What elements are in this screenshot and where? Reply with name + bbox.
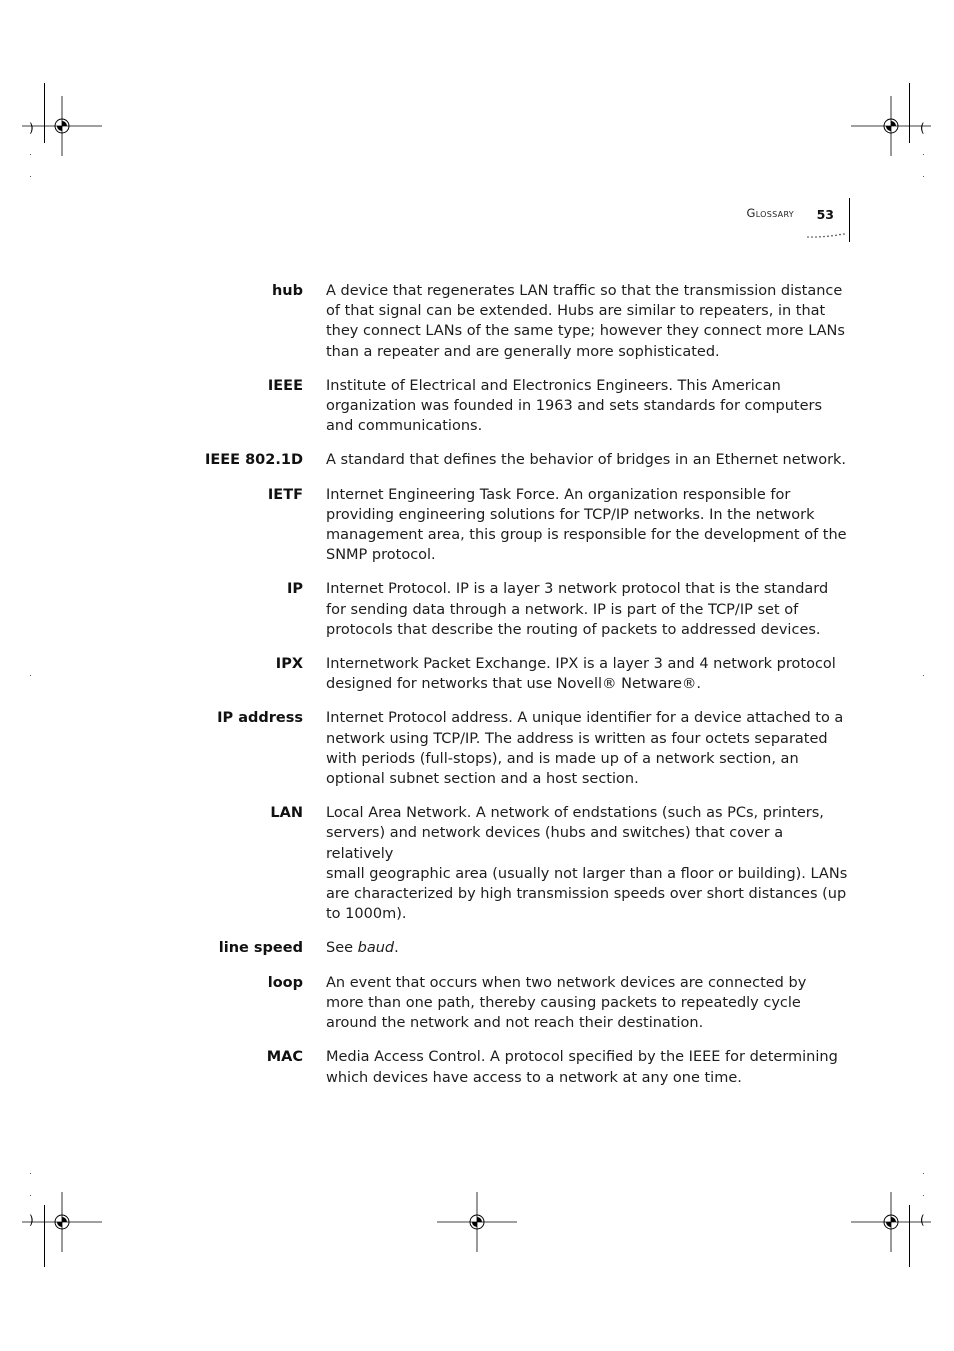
edge-tick: [30, 176, 31, 177]
edge-tick: [30, 154, 31, 155]
dotted-flourish: [806, 231, 848, 239]
definition-suffix: .: [394, 940, 399, 957]
glossary-term: IEEE: [267, 377, 303, 394]
running-header: [700, 198, 850, 244]
glossary-definition: A standard that defines the behavior of bridges in an Ethernet network.: [326, 452, 847, 469]
definition-prefix: See: [326, 940, 358, 957]
glossary-entry-ipx: [0, 654, 954, 694]
edge-mark-left-top: ): [29, 121, 34, 135]
section-title: Glossary: [746, 206, 794, 220]
edge-mark-left-bottom: ): [29, 1213, 34, 1227]
glossary-entry-ietf: [0, 485, 954, 566]
glossary-definition: A device that regenerates LAN traffic so that the transmission distance of that signal can be extended. Hubs are similar to repeaters, in that they connect LANs of the same type; however they connect more LANs than a repeater and are generally more sophisticated.: [326, 283, 845, 360]
glossary-definition: An event that occurs when two network devices are connected by more than one path, thereby causing packets to repeatedly cycle around the network and not reach their destination.: [326, 974, 807, 1032]
glossary-entry-ieee-802-1d: [0, 450, 954, 470]
glossary-entry-lan: [0, 803, 954, 924]
glossary-entry-ieee: [0, 376, 954, 437]
cross-reference: baud: [357, 940, 395, 957]
glossary-term: MAC: [266, 1049, 303, 1066]
edge-mark-right-bottom: (: [920, 1213, 925, 1227]
glossary-definition: Internet Protocol. IP is a layer 3 network protocol that is the standard for sending data through a network. IP is part of the TCP/IP set of protocols that describe the routing of packets to addressed devices.: [326, 581, 829, 638]
glossary-term: LAN: [270, 805, 303, 822]
glossary-definition: Internetwork Packet Exchange. IPX is a layer 3 and 4 network protocol designed for networks that use Novell® Netware®.: [326, 656, 836, 693]
glossary-term: IEEE 802.1D: [204, 452, 303, 469]
glossary-definition: Local Area Network. A network of endstations (such as PCs, printers, servers) and network devices (hubs and switches) that cover a relatively small geographic area (usually not larger than a floor or building). LANs are characterized by high transmission speeds over short distances (up to 1000m).: [326, 805, 848, 923]
edge-tick: [30, 1195, 31, 1196]
edge-tick: [923, 154, 924, 155]
glossary-entry-loop: [0, 973, 954, 1034]
edge-tick: [923, 1195, 924, 1196]
glossary-entry-line-speed: [0, 938, 954, 958]
glossary-entry-hub: [0, 281, 954, 362]
glossary-term: line speed: [218, 940, 303, 957]
glossary-term: IP address: [217, 710, 303, 727]
glossary-definition: Institute of Electrical and Electronics Engineers. This American organization was founded in 1963 and sets standards for computers and communications.: [326, 377, 823, 435]
glossary-term: loop: [267, 974, 303, 991]
glossary-entry-ip-address: [0, 708, 954, 789]
glossary-entry-mac: [0, 1047, 954, 1087]
glossary-entry-ip: [0, 579, 954, 640]
glossary-definition: [326, 938, 854, 958]
page-number: 53: [816, 207, 834, 222]
glossary-term: hub: [271, 283, 303, 299]
edge-tick: [923, 176, 924, 177]
glossary-definition: Internet Engineering Task Force. An organization responsible for providing engineering solutions for TCP/IP networks. In the network management area, this group is responsible for the development of the SNMP protocol.: [326, 486, 847, 564]
glossary-term: IPX: [275, 656, 303, 673]
glossary-term: IETF: [267, 486, 303, 503]
glossary-definition: Internet Protocol address. A unique identifier for a device attached to a network using TCP/IP. The address is written as four octets separated with periods (full-stops), and is made up of a network section, an optional subnet section and a host section.: [326, 710, 844, 788]
glossary-list: [0, 281, 954, 1102]
glossary-term: IP: [286, 581, 303, 598]
edge-tick: [30, 1173, 31, 1174]
edge-tick: [923, 1173, 924, 1174]
glossary-definition: Media Access Control. A protocol specified by the IEEE for determining which devices have access to a network at any one time.: [326, 1049, 838, 1086]
edge-mark-right-top: (: [920, 121, 925, 135]
